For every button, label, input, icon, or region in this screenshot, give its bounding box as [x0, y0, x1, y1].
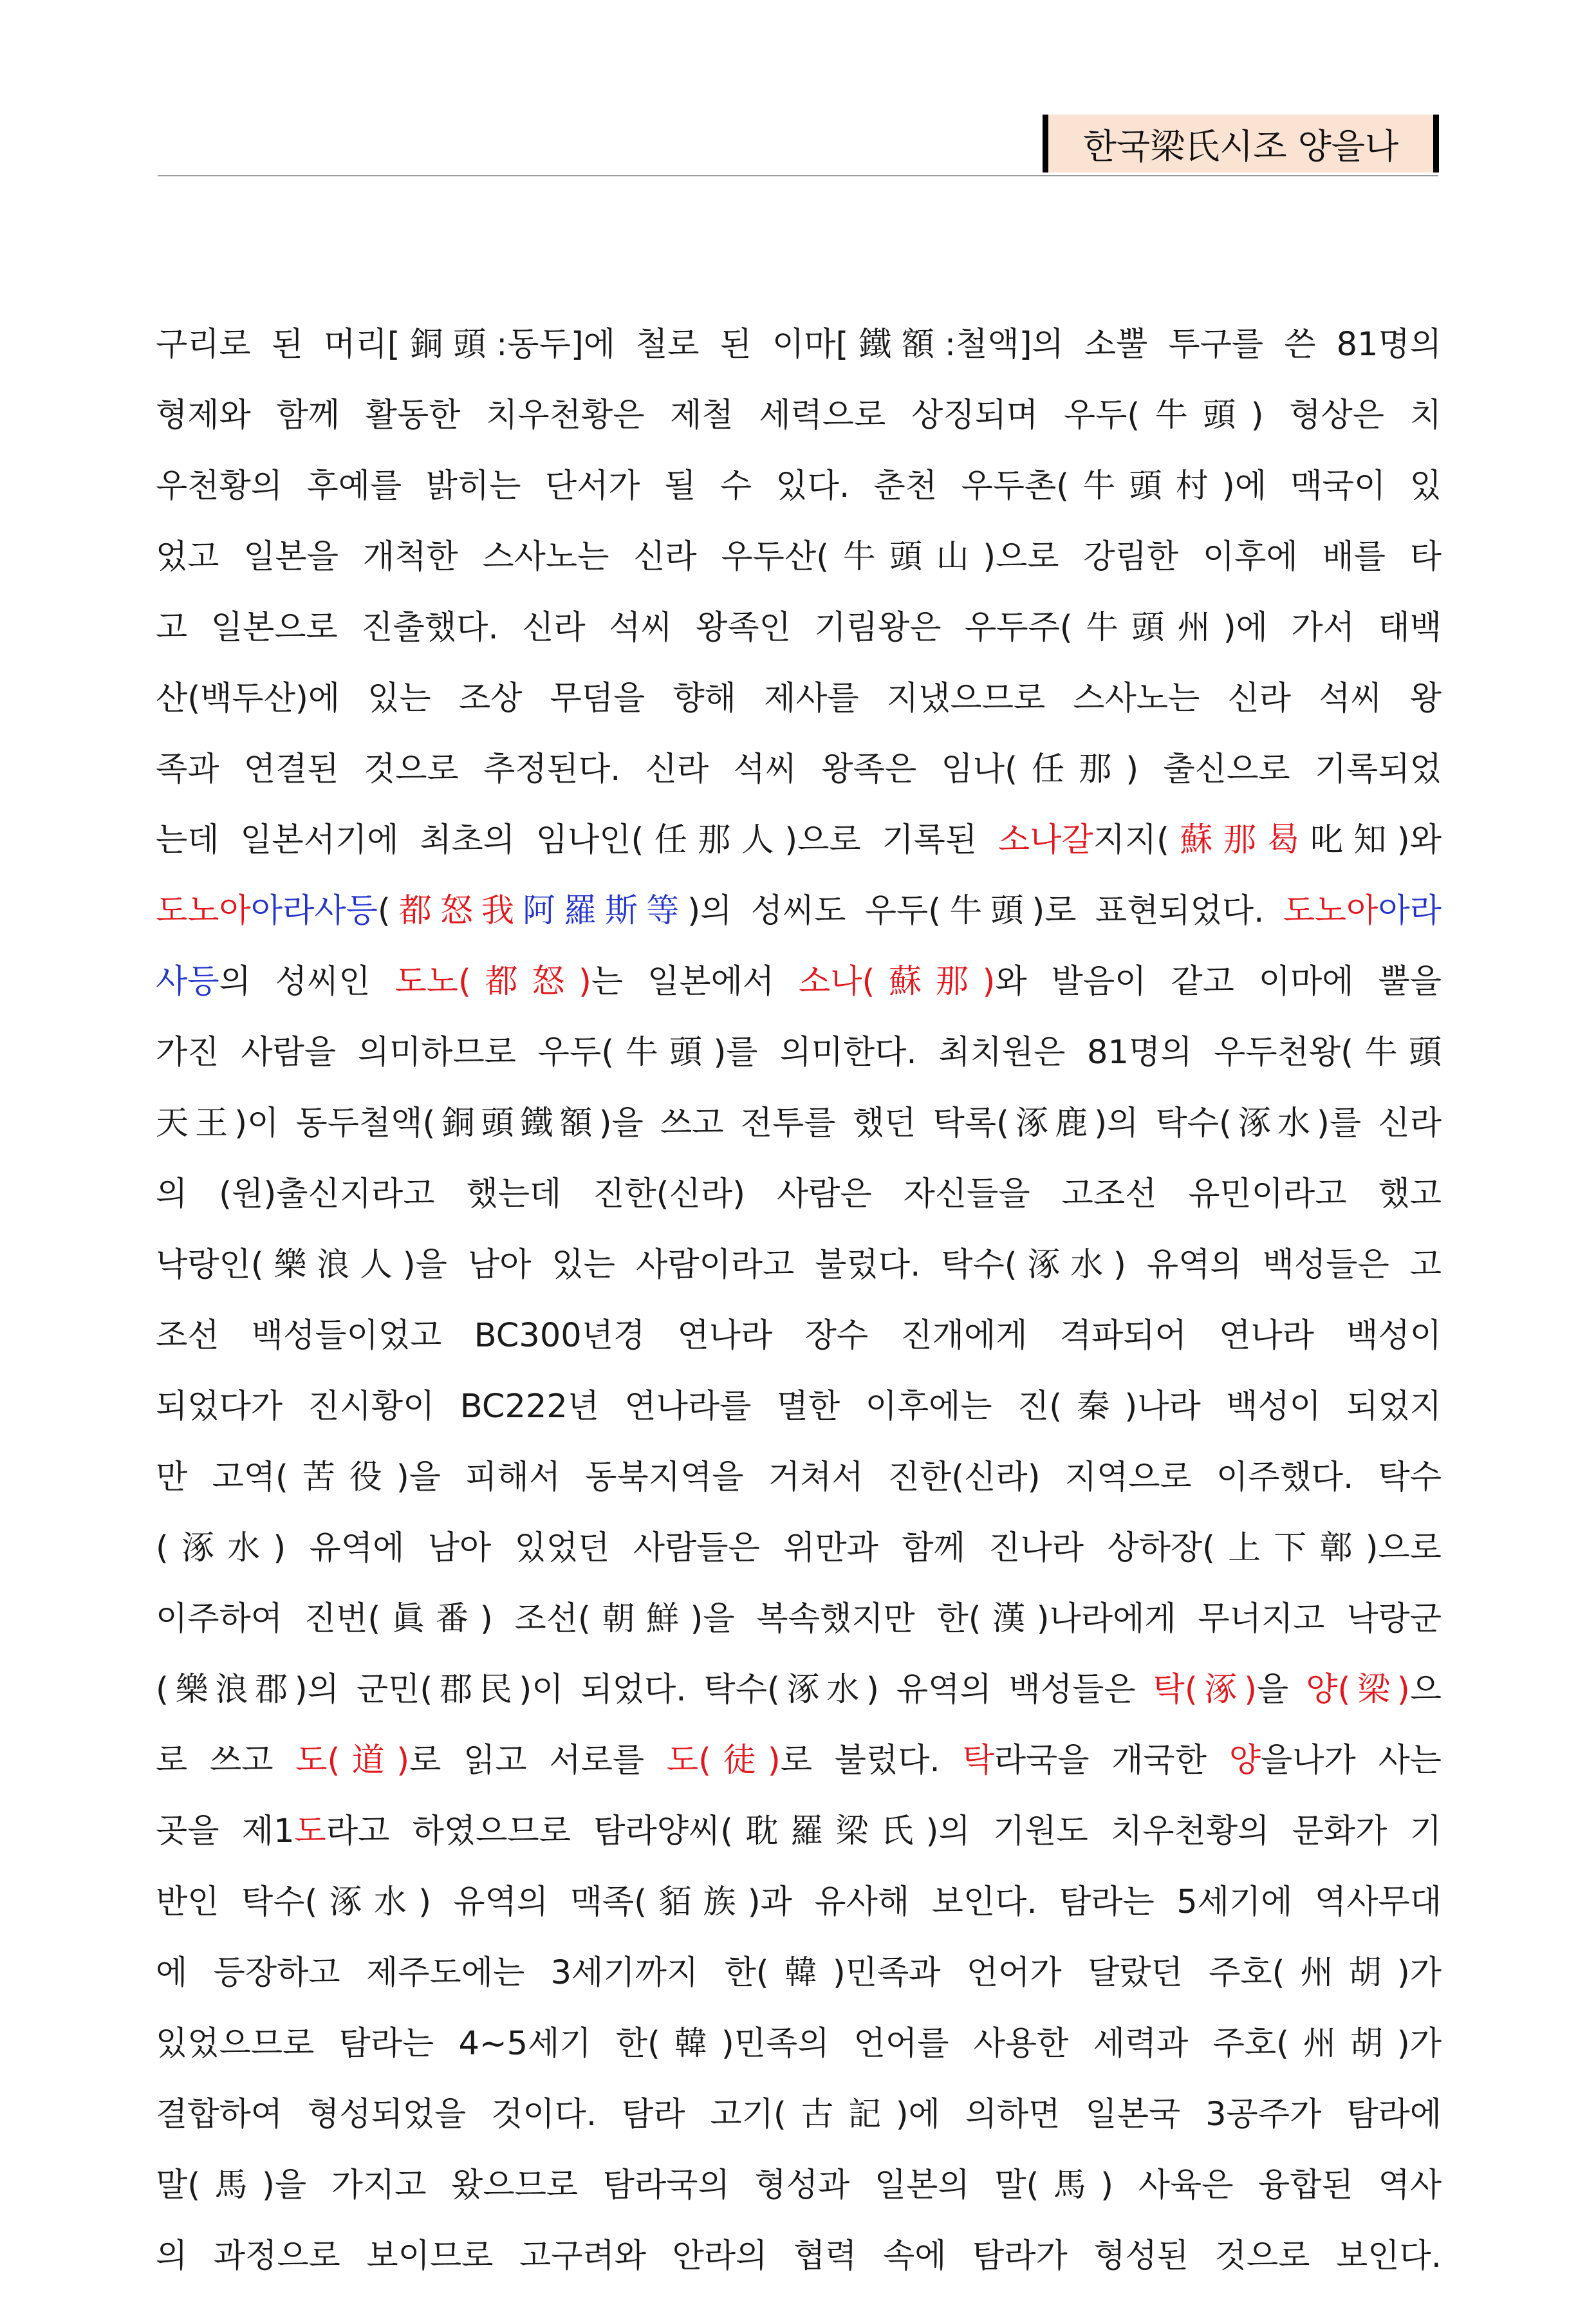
text-segment: 는 일본에서 — [591, 963, 799, 1001]
text-segment: 도 — [294, 1812, 326, 1850]
text-segment: 이주하여 진번(眞番) 조선(朝鮮)을 복속했지만 한(漢)나라에게 무너지고 낙랑군 — [156, 1600, 1442, 1638]
text-segment: 지지( — [1093, 821, 1170, 859]
text-line — [156, 1945, 1442, 2016]
text-segment: (樂浪郡)의 군민(郡民)이 되었다. 탁수(涿水) 유역의 백성들은 — [156, 1671, 1153, 1709]
text-segment: 사등 — [156, 963, 219, 1001]
text-line — [156, 812, 1442, 883]
text-segment: 으 — [1409, 1671, 1442, 1709]
text-line — [156, 1379, 1442, 1449]
text-segment: (涿水) 유역에 남아 있었던 사람들은 위만과 함께 진나라 상하장(上下鄣)으로 — [156, 1529, 1442, 1567]
text-segment: 있었으므로 탐라는 4~5세기 한(韓)민족의 언어를 사용한 세력과 주호(州胡)가 — [156, 2025, 1442, 2063]
text-segment: 되었다가 진시황이 BC222년 연나라를 멸한 이후에는 진(秦)나라 백성이 되었지 — [156, 1388, 1442, 1426]
text-segment: 는데 일본서기에 최초의 임나인(任那人)으로 기록된 — [156, 821, 998, 859]
text-segment: 도노(都怒) — [394, 963, 591, 1001]
text-line — [156, 529, 1442, 600]
text-segment: 라고 하였으므로 탐라양씨(耽羅梁氏)의 기원도 치우천황의 문화가 기 — [326, 1812, 1442, 1850]
text-segment: 아라 — [1378, 892, 1442, 930]
header-title: 한국梁氏시조 양을나 — [1082, 126, 1399, 167]
text-segment: 낙랑인(樂浪人)을 남아 있는 사람이라고 불렀다. 탁수(涿水) 유역의 백성들은 고 — [156, 1246, 1442, 1284]
text-segment: 아라사등 — [250, 892, 378, 930]
text-line — [156, 2157, 1442, 2228]
text-line — [156, 1591, 1442, 1662]
text-line — [156, 1733, 1442, 1803]
text-segment: 조선 백성들이었고 BC300년경 연나라 장수 진개에게 격파되어 연나라 백성이 — [156, 1317, 1442, 1355]
text-segment: 우천황의 후예를 밝히는 단서가 될 수 있다. 춘천 우두촌(牛頭村)에 맥국이 있 — [156, 467, 1442, 505]
text-segment: 을 — [1257, 1671, 1306, 1709]
text-segment: 阿羅斯等 — [523, 892, 688, 930]
text-segment: 도노아 — [1283, 892, 1378, 930]
text-segment: 말(馬)을 가지고 왔으므로 탐라국의 형성과 일본의 말(馬) 사육은 융합된 역사 — [156, 2166, 1442, 2204]
text-line — [156, 883, 1442, 954]
text-line — [156, 1025, 1442, 1095]
text-segment: )의 성씨도 우두(牛頭)로 표현되었다. — [687, 892, 1283, 930]
text-segment: 로 불렀다. — [780, 1742, 963, 1780]
text-segment: 고 일본으로 진출했다. 신라 석씨 왕족인 기림왕은 우두주(牛頭州)에 가서 태백 — [156, 609, 1442, 647]
text-line — [156, 1874, 1442, 1945]
text-segment: 라국을 개국한 — [994, 1742, 1229, 1780]
text-segment: 양(梁) — [1306, 1671, 1410, 1709]
text-segment: 만 고역(苦役)을 피해서 동북지역을 거쳐서 진한(신라) 지역으로 이주했다. 탁수 — [156, 1458, 1442, 1496]
text-segment: 叱知)와 — [1310, 821, 1442, 859]
text-segment: 반인 탁수(涿水) 유역의 맥족(貊族)과 유사해 보인다. 탐라는 5세기에 역사무대 — [156, 1883, 1442, 1921]
text-line — [156, 2016, 1442, 2087]
text-segment: 도(徒) — [666, 1742, 781, 1780]
text-segment: 蘇那曷 — [1169, 821, 1310, 859]
text-line — [156, 1449, 1442, 1520]
text-segment: 곳을 제1 — [156, 1812, 295, 1850]
text-line — [156, 1308, 1442, 1379]
text-line — [156, 2087, 1442, 2157]
text-segment: 결합하여 형성되었을 것이다. 탐라 고기(古記)에 의하면 일본국 3공주가 탐라에 — [156, 2096, 1442, 2134]
header-title-box — [1043, 115, 1439, 172]
text-segment: 가진 사람을 의미하므로 우두(牛頭)를 의미한다. 최치원은 81명의 우두천왕(牛頭 — [156, 1034, 1442, 1072]
text-segment: 탁(涿) — [1153, 1671, 1257, 1709]
text-line — [156, 2228, 1442, 2299]
text-segment: 로 쓰고 — [156, 1742, 296, 1780]
text-segment: 의 성씨인 — [219, 963, 395, 1001]
text-line — [156, 600, 1442, 671]
text-line — [156, 1166, 1442, 1237]
text-segment: 天王)이 동두철액(銅頭鐵額)을 쓰고 전투를 했던 탁록(涿鹿)의 탁수(涿水)를 신라 — [156, 1104, 1442, 1142]
text-line — [156, 1520, 1442, 1591]
text-segment: 족과 연결된 것으로 추정된다. 신라 석씨 왕족은 임나(任那) 출신으로 기록되었 — [156, 750, 1442, 788]
text-segment: 을나가 사는 — [1260, 1742, 1442, 1780]
text-line — [156, 317, 1442, 387]
text-segment: 도노 — [156, 892, 219, 930]
text-line — [156, 741, 1442, 812]
text-segment: 로 읽고 서로를 — [409, 1742, 667, 1780]
text-segment: 都怒我 — [390, 892, 523, 930]
text-line — [156, 1803, 1442, 1874]
text-line — [156, 954, 1442, 1025]
text-segment: 산(백두산)에 있는 조상 무덤을 향해 제사를 지냈으므로 스사노는 신라 석씨 왕 — [156, 680, 1442, 718]
text-segment: 형제와 함께 활동한 치우천황은 제철 세력으로 상징되며 우두(牛頭) 형상은 치 — [156, 396, 1442, 434]
text-segment: 의 (원)출신지라고 했는데 진한(신라) 사람은 자신들을 고조선 유민이라고 했고 — [156, 1175, 1442, 1213]
text-segment: 양 — [1229, 1742, 1261, 1780]
text-line — [156, 458, 1442, 529]
text-segment: 소나(蘇那) — [799, 963, 996, 1001]
text-line — [156, 1662, 1442, 1733]
text-segment: 었고 일본을 개척한 스사노는 신라 우두산(牛頭山)으로 강림한 이후에 배를 타 — [156, 538, 1442, 576]
text-segment: 구리로 된 머리[銅頭:동두]에 철로 된 이마[鐵額:철액]의 소뿔 투구를 쓴 81명의 — [156, 326, 1442, 364]
text-segment: 와 발음이 같고 이마에 뿔을 — [995, 963, 1442, 1001]
text-segment: 아 — [219, 892, 251, 930]
text-line — [156, 1237, 1442, 1308]
text-line — [156, 1095, 1442, 1166]
header-rule — [158, 175, 1438, 176]
text-segment: 소나갈 — [998, 821, 1093, 859]
text-segment: 의 과정으로 보이므로 고구려와 안라의 협력 속에 탐라가 형성된 것으로 보인다. — [156, 2237, 1442, 2275]
text-line — [156, 671, 1442, 741]
text-line — [156, 387, 1442, 458]
body-text — [156, 317, 1442, 2299]
text-segment: 에 등장하고 제주도에는 3세기까지 한(韓)민족과 언어가 달랐던 주호(州胡)가 — [156, 1954, 1442, 1992]
text-segment: ( — [377, 892, 391, 930]
text-segment: 도(道) — [295, 1742, 410, 1780]
text-segment: 탁 — [962, 1742, 994, 1780]
